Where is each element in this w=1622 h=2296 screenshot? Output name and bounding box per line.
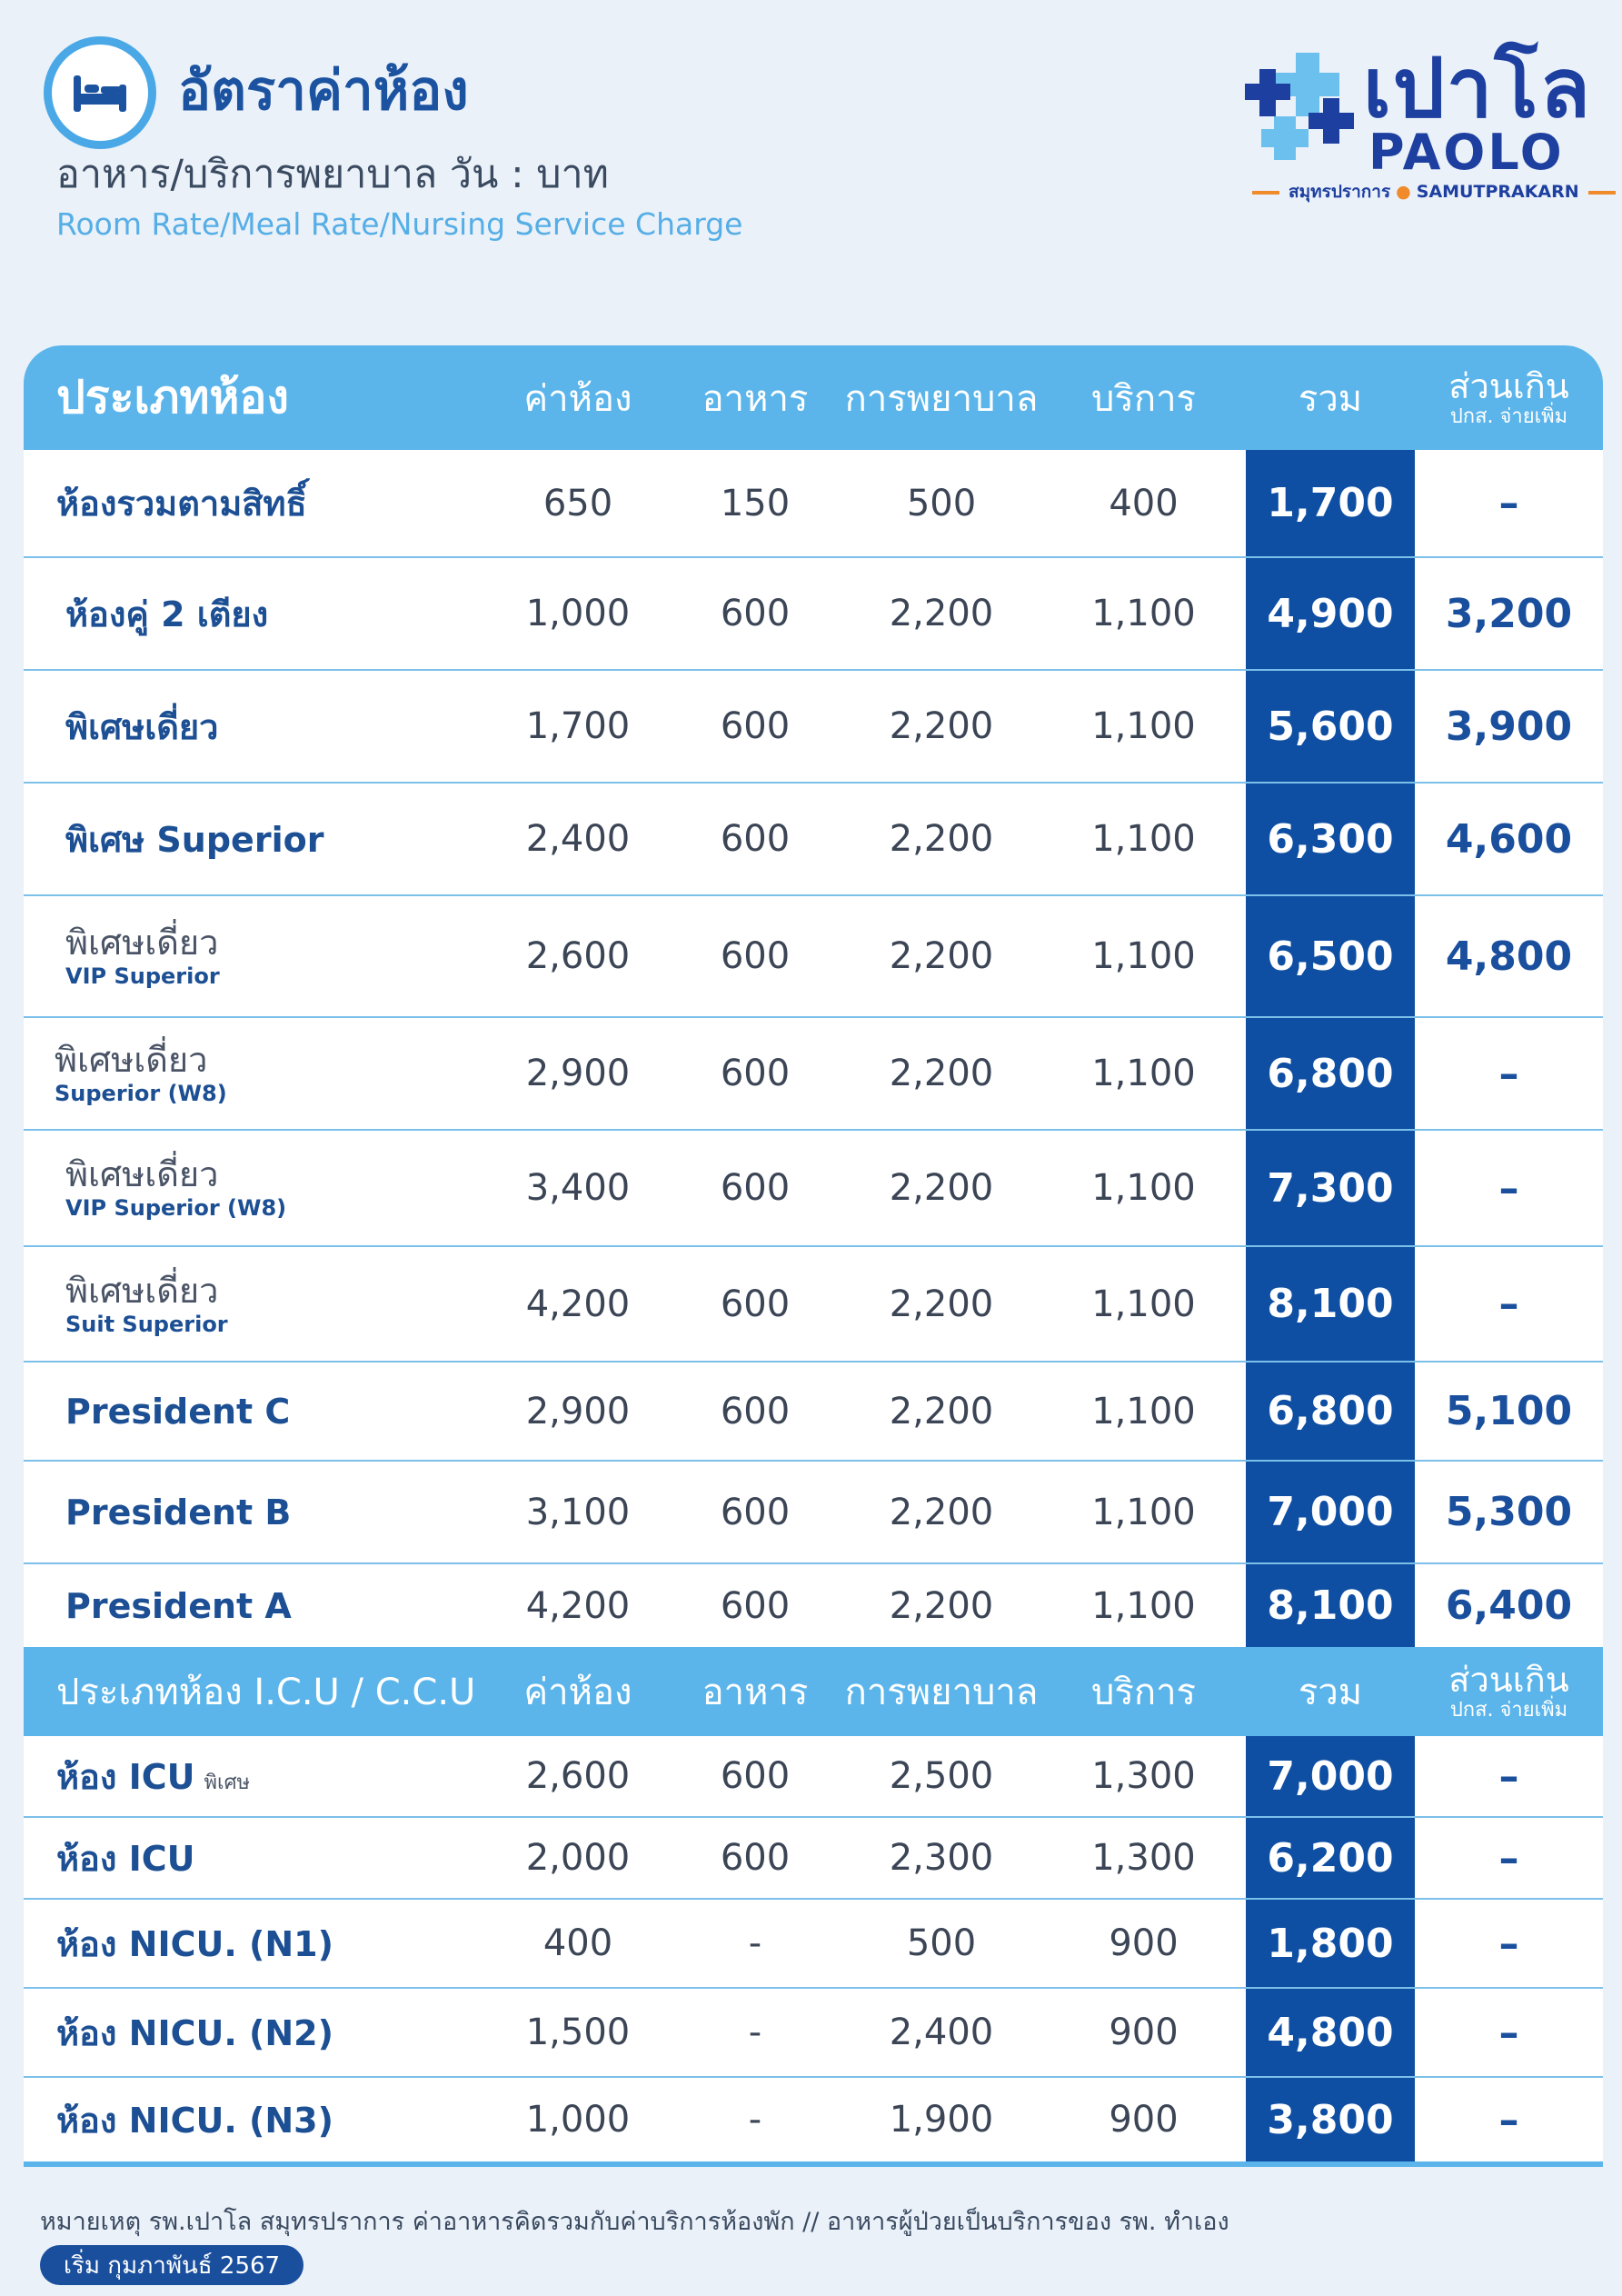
meal-rate: 600 (720, 1491, 791, 1533)
table-row (24, 671, 1603, 784)
room-rate: 2,600 (525, 935, 631, 977)
table-row (24, 1564, 1603, 1647)
nursing-rate: 2,200 (889, 1053, 994, 1094)
room-rate: 2,900 (525, 1053, 631, 1094)
service-rate: 400 (1109, 482, 1179, 524)
total-rate: 1,800 (1246, 1900, 1415, 1987)
service-rate: 1,100 (1091, 818, 1196, 860)
room-name: ห้อง NICU. (N2) (56, 2012, 333, 2053)
room-rate: 650 (542, 482, 613, 524)
table-row (24, 1363, 1603, 1462)
nursing-rate: 2,200 (889, 935, 994, 977)
nursing-rate: 2,200 (889, 705, 994, 747)
meal-rate: 600 (720, 1755, 791, 1797)
excess-rate: 3,200 (1445, 590, 1573, 637)
service-rate: 1,100 (1091, 1053, 1196, 1094)
page-header (0, 0, 1622, 309)
service-rate: 1,100 (1091, 1167, 1196, 1209)
header-room-type: ประเภทห้อง I.C.U / C.C.U (56, 1672, 476, 1713)
total-rate: 5,600 (1246, 671, 1415, 782)
room-name: พิเศษเดี่ยว Superior (W8) (55, 1040, 227, 1106)
paolo-logo (1243, 41, 1592, 209)
excess-rate: – (1498, 1752, 1519, 1800)
logo-name-th: เปาโล (1363, 41, 1592, 136)
excess-rate: 5,100 (1445, 1388, 1573, 1434)
meal-rate: 600 (720, 705, 791, 747)
room-name: พิเศษเดี่ยว VIP Superior (W8) (65, 1154, 287, 1221)
meal-rate: - (748, 2099, 762, 2141)
table-row (24, 784, 1603, 896)
logo-name-en: PAOLO (1368, 124, 1565, 181)
excess-rate: 5,300 (1445, 1489, 1573, 1535)
room-name: ห้อง ICU พิเศษ (56, 1756, 251, 1797)
meal-rate: 600 (720, 593, 791, 634)
page-subtitle-en: Room Rate/Meal Rate/Nursing Service Charge (56, 206, 743, 242)
total-rate: 6,800 (1246, 1363, 1415, 1460)
room-name: พิเศษเดี่ยว (65, 706, 219, 747)
page-subtitle-th: อาหาร/บริการพยาบาล วัน : บาท (56, 152, 610, 197)
room-name: พิเศษเดี่ยว VIP Superior (65, 923, 220, 989)
header-room-type: ประเภทห้อง (56, 371, 289, 424)
nursing-rate: 500 (906, 482, 977, 524)
service-rate: 900 (1109, 1922, 1179, 1964)
room-rate: 2,600 (525, 1755, 631, 1797)
room-name: พิเศษ Superior (65, 819, 324, 860)
table-row (24, 1900, 1603, 1989)
service-rate: 1,100 (1091, 593, 1196, 634)
total-rate: 4,800 (1246, 1989, 1415, 2076)
table1-header (24, 345, 1603, 450)
header-room: ค่าห้อง (523, 377, 632, 420)
header-nursing: การพยาบาล (844, 1672, 1039, 1713)
meal-rate: 150 (720, 482, 791, 524)
room-rate: 3,100 (525, 1491, 631, 1533)
service-rate: 900 (1109, 2011, 1179, 2053)
total-rate: 8,100 (1246, 1247, 1415, 1361)
header-nursing: การพยาบาล (844, 377, 1039, 420)
logo-location: สมุทรปราการ ● SAMUTPRAKARN (1243, 178, 1579, 205)
header-service: บริการ (1090, 377, 1197, 420)
table-row (24, 1989, 1603, 2078)
table-row (24, 1462, 1603, 1564)
table-row (24, 1018, 1603, 1131)
footer-note: หมายเหตุ รพ.เปาโล สมุทรปราการ ค่าอาหารคิดรวมกับค่าบริการห้องพัก // อาหารผู้ป่วยเป็นบริการของ รพ. ทำเอง (40, 2208, 1229, 2236)
excess-rate: 4,600 (1445, 815, 1573, 863)
room-rate: 400 (542, 1922, 613, 1964)
header-room: ค่าห้อง (523, 1672, 632, 1713)
excess-rate: 3,900 (1445, 703, 1573, 750)
service-rate: 1,300 (1091, 1755, 1196, 1797)
logo-location-th: สมุทรปราการ (1289, 182, 1391, 202)
table-row (24, 896, 1603, 1018)
excess-rate: 4,800 (1445, 933, 1573, 980)
room-name: ห้องคู่ 2 เตียง (65, 594, 269, 634)
nursing-rate: 2,200 (889, 1283, 994, 1325)
meal-rate: 600 (720, 1283, 791, 1325)
service-rate: 1,100 (1091, 1584, 1196, 1627)
nursing-rate: 1,900 (889, 2099, 994, 2141)
nursing-rate: 2,400 (889, 2011, 994, 2053)
table-row (24, 558, 1603, 671)
header-total: รวม (1298, 377, 1363, 420)
nursing-rate: 2,200 (889, 818, 994, 860)
bed-icon (44, 36, 156, 149)
room-rate: 1,700 (525, 705, 631, 747)
header-meal: อาหาร (702, 1672, 809, 1713)
meal-rate: 600 (720, 1837, 791, 1879)
total-rate: 1,700 (1246, 450, 1415, 556)
room-name: President B (65, 1492, 292, 1532)
nursing-rate: 2,300 (889, 1837, 994, 1879)
room-name: ห้อง ICU (56, 1838, 195, 1879)
service-rate: 1,100 (1091, 1390, 1196, 1433)
room-rate: 1,000 (525, 2099, 631, 2141)
table-row (24, 1736, 1603, 1818)
header-service: บริการ (1090, 1672, 1197, 1713)
meal-rate: 600 (720, 1390, 791, 1433)
excess-rate: – (1498, 2009, 1519, 2056)
total-rate: 6,300 (1246, 784, 1415, 894)
total-rate: 7,000 (1246, 1736, 1415, 1816)
total-rate: 8,100 (1246, 1564, 1415, 1647)
meal-rate: - (748, 1922, 762, 1964)
service-rate: 900 (1109, 2099, 1179, 2141)
excess-rate: – (1498, 480, 1519, 526)
excess-rate: – (1498, 1050, 1519, 1097)
table-row (24, 1131, 1603, 1247)
service-rate: 1,100 (1091, 1283, 1196, 1325)
table-row (24, 450, 1603, 558)
room-rate: 4,200 (525, 1584, 631, 1627)
meal-rate: 600 (720, 1167, 791, 1209)
total-rate: 4,900 (1246, 558, 1415, 669)
meal-rate: 600 (720, 1584, 791, 1627)
excess-rate: – (1498, 1164, 1519, 1212)
nursing-rate: 500 (906, 1922, 977, 1964)
header-total: รวม (1298, 1672, 1363, 1713)
room-name: President C (65, 1391, 291, 1432)
room-rate: 1,500 (525, 2011, 631, 2053)
room-name: ห้อง NICU. (N3) (56, 2100, 333, 2141)
room-name: พิเศษเดี่ยว Suit Superior (65, 1270, 228, 1337)
nursing-rate: 2,500 (889, 1755, 994, 1797)
page-title: อัตราค่าห้อง (178, 59, 469, 123)
room-rate: 2,000 (525, 1837, 631, 1879)
rate-table (24, 345, 1603, 2167)
total-rate: 6,800 (1246, 1018, 1415, 1129)
total-rate: 6,500 (1246, 896, 1415, 1016)
room-rate: 2,400 (525, 818, 631, 860)
table-row (24, 1818, 1603, 1900)
nursing-rate: 2,200 (889, 1390, 994, 1433)
room-rate: 2,900 (525, 1390, 631, 1433)
nursing-rate: 2,200 (889, 1584, 994, 1627)
room-name: ห้อง NICU. (N1) (56, 1923, 333, 1964)
excess-rate: – (1498, 1281, 1519, 1327)
excess-rate: – (1498, 1834, 1519, 1882)
total-rate: 7,300 (1246, 1131, 1415, 1245)
excess-rate: – (1498, 2096, 1519, 2143)
start-date-badge: เริ่ม กุมภาพันธ์ 2567 (40, 2245, 304, 2285)
service-rate: 1,300 (1091, 1837, 1196, 1879)
room-name: ห้องรวมตามสิทธิ์ (56, 484, 307, 524)
room-rate: 1,000 (525, 593, 631, 634)
logo-location-en: SAMUTPRAKARN (1416, 182, 1579, 202)
header-excess: ส่วนเกิน ปกส. จ่ายเพิ่ม (1448, 1660, 1569, 1722)
service-rate: 1,100 (1091, 705, 1196, 747)
header-excess: ส่วนเกิน ปกส. จ่ายเพิ่ม (1448, 365, 1569, 428)
table2-header (24, 1647, 1603, 1736)
medical-cross-icon (1243, 45, 1361, 164)
room-name: President A (65, 1585, 292, 1626)
table-row (24, 1247, 1603, 1363)
total-rate: 6,200 (1246, 1818, 1415, 1898)
nursing-rate: 2,200 (889, 1167, 994, 1209)
total-rate: 7,000 (1246, 1462, 1415, 1562)
service-rate: 1,100 (1091, 1491, 1196, 1533)
room-rate: 4,200 (525, 1283, 631, 1325)
nursing-rate: 2,200 (889, 1491, 994, 1533)
meal-rate: - (748, 2011, 762, 2053)
meal-rate: 600 (720, 1053, 791, 1094)
excess-rate: – (1498, 1920, 1519, 1967)
service-rate: 1,100 (1091, 935, 1196, 977)
nursing-rate: 2,200 (889, 593, 994, 634)
table-row (24, 2078, 1603, 2167)
meal-rate: 600 (720, 818, 791, 860)
meal-rate: 600 (720, 935, 791, 977)
total-rate: 3,800 (1246, 2078, 1415, 2161)
room-rate: 3,400 (525, 1167, 631, 1209)
header-meal: อาหาร (702, 377, 809, 420)
excess-rate: 6,400 (1445, 1582, 1573, 1629)
